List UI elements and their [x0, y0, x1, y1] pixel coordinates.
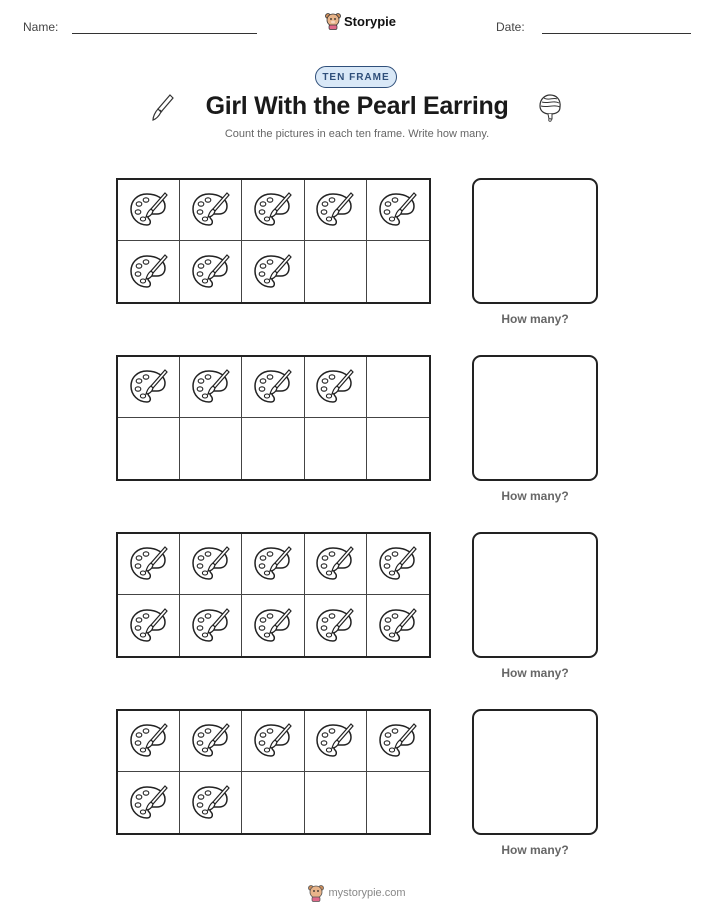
answer-box-3[interactable]: [472, 532, 598, 658]
palette-icon: [129, 190, 169, 230]
answer-box-4[interactable]: [472, 709, 598, 835]
frame-cell: [118, 711, 180, 772]
palette-icon: [129, 544, 169, 584]
frame-cell: [118, 595, 180, 656]
frame-cell: [242, 711, 304, 772]
footer-url[interactable]: mystorypie.com: [328, 887, 406, 899]
name-label: Name:: [23, 20, 59, 34]
palette-icon: [191, 367, 231, 407]
answer-box-1[interactable]: [472, 178, 598, 304]
how-many-label: How many?: [501, 666, 569, 680]
palette-icon: [315, 367, 355, 407]
instructions: Count the pictures in each ten frame. Write how many.: [224, 128, 490, 140]
storypie-bear-icon: [325, 12, 341, 30]
frame-cell: [180, 772, 242, 833]
palette-icon: [191, 190, 231, 230]
palette-icon: [191, 721, 231, 761]
palette-icon: [253, 367, 293, 407]
page-title: Girl With the Pearl Earring: [205, 92, 509, 120]
frame-cell: [367, 711, 429, 772]
palette-icon: [315, 606, 355, 646]
palette-icon: [378, 544, 418, 584]
palette-icon: [378, 190, 418, 230]
brand-logo: [325, 12, 396, 30]
palette-icon: [191, 606, 231, 646]
frame-cell: [242, 595, 304, 656]
brand-name: Storypie: [344, 13, 397, 29]
frame-cell: [305, 180, 367, 241]
frame-cell: [118, 534, 180, 595]
frame-cell: [180, 595, 242, 656]
frame-cell: [118, 357, 180, 418]
ten-frame-1: [116, 178, 431, 304]
how-many-label: How many?: [501, 312, 569, 326]
frame-cell: [367, 595, 429, 656]
frame-cell: [242, 180, 304, 241]
answer-box-2[interactable]: [472, 355, 598, 481]
ten-frame-2: [116, 355, 431, 481]
storypie-bear-icon: [308, 884, 324, 902]
date-line[interactable]: [542, 33, 691, 34]
frame-cell: [180, 711, 242, 772]
frame-cell: [180, 418, 242, 479]
frame-cell: [367, 241, 429, 302]
frame-cell: [180, 180, 242, 241]
frame-cell: [242, 534, 304, 595]
ten-frame-3: [116, 532, 431, 658]
palette-icon: [129, 783, 169, 823]
date-label: Date:: [496, 20, 525, 34]
palette-icon: [253, 252, 293, 292]
name-line[interactable]: [72, 33, 257, 34]
palette-icon: [129, 367, 169, 407]
frame-cell: [242, 418, 304, 479]
ten-frame-4: [116, 709, 431, 835]
palette-icon: [191, 544, 231, 584]
ten-frame-badge: TEN FRAME: [315, 66, 397, 88]
frame-cell: [305, 357, 367, 418]
palette-icon: [191, 783, 231, 823]
frame-cell: [305, 595, 367, 656]
palette-icon: [315, 190, 355, 230]
frame-cell: [305, 534, 367, 595]
palette-icon: [191, 252, 231, 292]
frame-cell: [367, 534, 429, 595]
frame-cell: [242, 357, 304, 418]
palette-icon: [253, 721, 293, 761]
frame-cell: [305, 241, 367, 302]
frame-cell: [305, 418, 367, 479]
frame-cell: [367, 772, 429, 833]
frame-cell: [118, 241, 180, 302]
palette-icon: [253, 544, 293, 584]
frame-cell: [242, 241, 304, 302]
palette-icon: [378, 721, 418, 761]
palette-icon: [378, 606, 418, 646]
frame-cell: [118, 772, 180, 833]
palette-icon: [315, 544, 355, 584]
frame-cell: [305, 772, 367, 833]
palette-icon: [253, 190, 293, 230]
frame-cell: [180, 534, 242, 595]
palette-icon: [315, 721, 355, 761]
frame-cell: [118, 180, 180, 241]
palette-icon: [129, 252, 169, 292]
frame-cell: [305, 711, 367, 772]
turban-icon: [536, 92, 564, 122]
frame-cell: [242, 772, 304, 833]
frame-cell: [180, 357, 242, 418]
how-many-label: How many?: [501, 843, 569, 857]
frame-cell: [367, 357, 429, 418]
how-many-label: How many?: [501, 489, 569, 503]
frame-cell: [367, 418, 429, 479]
palette-icon: [129, 606, 169, 646]
palette-icon: [129, 721, 169, 761]
frame-cell: [118, 418, 180, 479]
palette-icon: [253, 606, 293, 646]
footer: [0, 884, 714, 902]
frame-cell: [180, 241, 242, 302]
frame-cell: [367, 180, 429, 241]
